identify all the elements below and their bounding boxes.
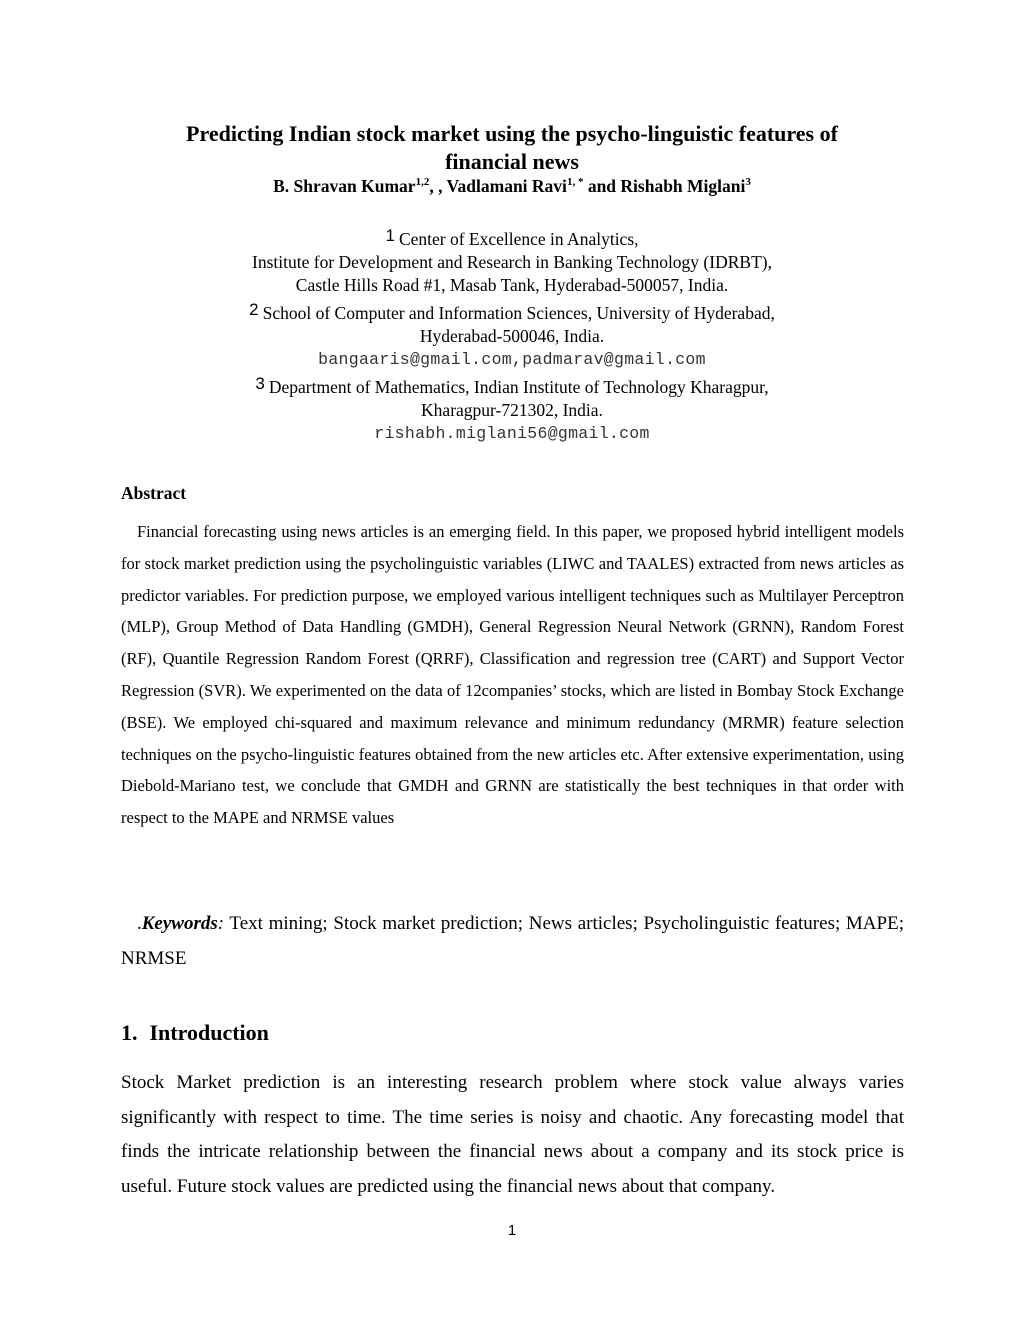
author-3-affiliation-marks: 3 bbox=[745, 176, 751, 188]
author-1-affiliation-marks: 1,2 bbox=[415, 176, 430, 188]
author-2-name: Vadlamani Ravi bbox=[446, 176, 567, 196]
affiliation-2-number: 2 bbox=[249, 300, 259, 319]
affiliation-3-number: 3 bbox=[255, 374, 265, 393]
title-line-1: Predicting Indian stock market using the psycho-linguistic features of bbox=[186, 121, 838, 146]
affiliation-3-email[interactable]: rishabh.miglani56@gmail.com bbox=[374, 424, 650, 443]
author-1-name: B. Shravan Kumar bbox=[273, 176, 416, 196]
affiliation-3-line-2: Kharagpur-721302, India. bbox=[421, 400, 603, 420]
author-3-name: Rishabh Miglani bbox=[620, 176, 746, 196]
affiliation-1-line-2: Institute for Development and Research in Banking Technology (IDRBT), bbox=[252, 252, 772, 272]
page-number: 1 bbox=[507, 1222, 517, 1239]
keywords-text: Text mining; Stock market prediction; News articles; Psycholinguistic features; MAPE; NRMSE bbox=[121, 913, 904, 969]
keywords-paragraph bbox=[121, 906, 904, 976]
section-title: Introduction bbox=[149, 1020, 269, 1045]
affiliation-1-line-1: Center of Excellence in Analytics, bbox=[398, 229, 639, 249]
keywords-label: Keywords bbox=[141, 913, 218, 934]
affiliation-2-line-1: School of Computer and Information Sciences, University of Hyderabad, bbox=[262, 303, 775, 323]
section-number: 1. bbox=[121, 1020, 138, 1045]
keywords-prefix: . bbox=[137, 913, 142, 934]
author-2-affiliation-marks: 1, * bbox=[566, 176, 584, 188]
affiliation-1 bbox=[120, 224, 904, 297]
keywords-colon: : bbox=[217, 913, 225, 934]
affiliation-3 bbox=[120, 372, 904, 445]
affiliation-2-email[interactable]: bangaaris@gmail.com,padmarav@gmail.com bbox=[318, 350, 706, 369]
author-separator-1: , , bbox=[429, 176, 447, 196]
abstract-text: Financial forecasting using news articles is an emerging field. In this paper, we proposed hybrid intelligent models for stock market prediction using the psycholinguistic variables (LIWC and TAALES) extracted from news articles as predictor variables. For prediction purpose, we employed various intelligent techniques such as Multilayer Perceptron (MLP), Group Method of Data Handling (GMDH), General Regression Neural Network (GRNN), Random Forest (RF), Quantile Regression Random Forest (QRRF), Classification and regression tree (CART) and Support Vector Regression (SVR). We experimented on the data of 12companies’ stocks, which are listed in Bombay Stock Exchange (BSE). We employed chi-squared and maximum relevance and minimum redundancy (MRMR) feature selection techniques on the psycho-linguistic features obtained from the new articles etc. After extensive experimentation, using Diebold-Mariano test, we conclude that GMDH and GRNN are statistically the best techniques in that order with respect to the MAPE and NRMSE values bbox=[121, 522, 904, 828]
author-separator-2: and bbox=[583, 176, 621, 196]
section-heading-introduction bbox=[121, 1020, 269, 1046]
introduction-text: Stock Market prediction is an interesting research problem where stock value always varies significantly with respect to time. The time series is noisy and chaotic. Any forecasting model that finds the intricate relationship between the financial news about a company and its stock price is useful. Future stock values are predicted using the financial news about that company. bbox=[121, 1072, 904, 1197]
paper-title bbox=[120, 120, 904, 176]
abstract-heading: Abstract bbox=[121, 483, 187, 503]
affiliation-2-line-2: Hyderabad-500046, India. bbox=[419, 326, 605, 346]
affiliation-1-line-3: Castle Hills Road #1, Masab Tank, Hyderabad-500057, India. bbox=[295, 275, 729, 295]
title-line-2: financial news bbox=[445, 149, 579, 174]
affiliation-3-line-1: Department of Mathematics, Indian Institute of Technology Kharagpur, bbox=[268, 377, 769, 397]
affiliation-1-number: 1 bbox=[385, 226, 395, 245]
author-list bbox=[120, 174, 904, 198]
affiliation-2 bbox=[120, 298, 904, 371]
